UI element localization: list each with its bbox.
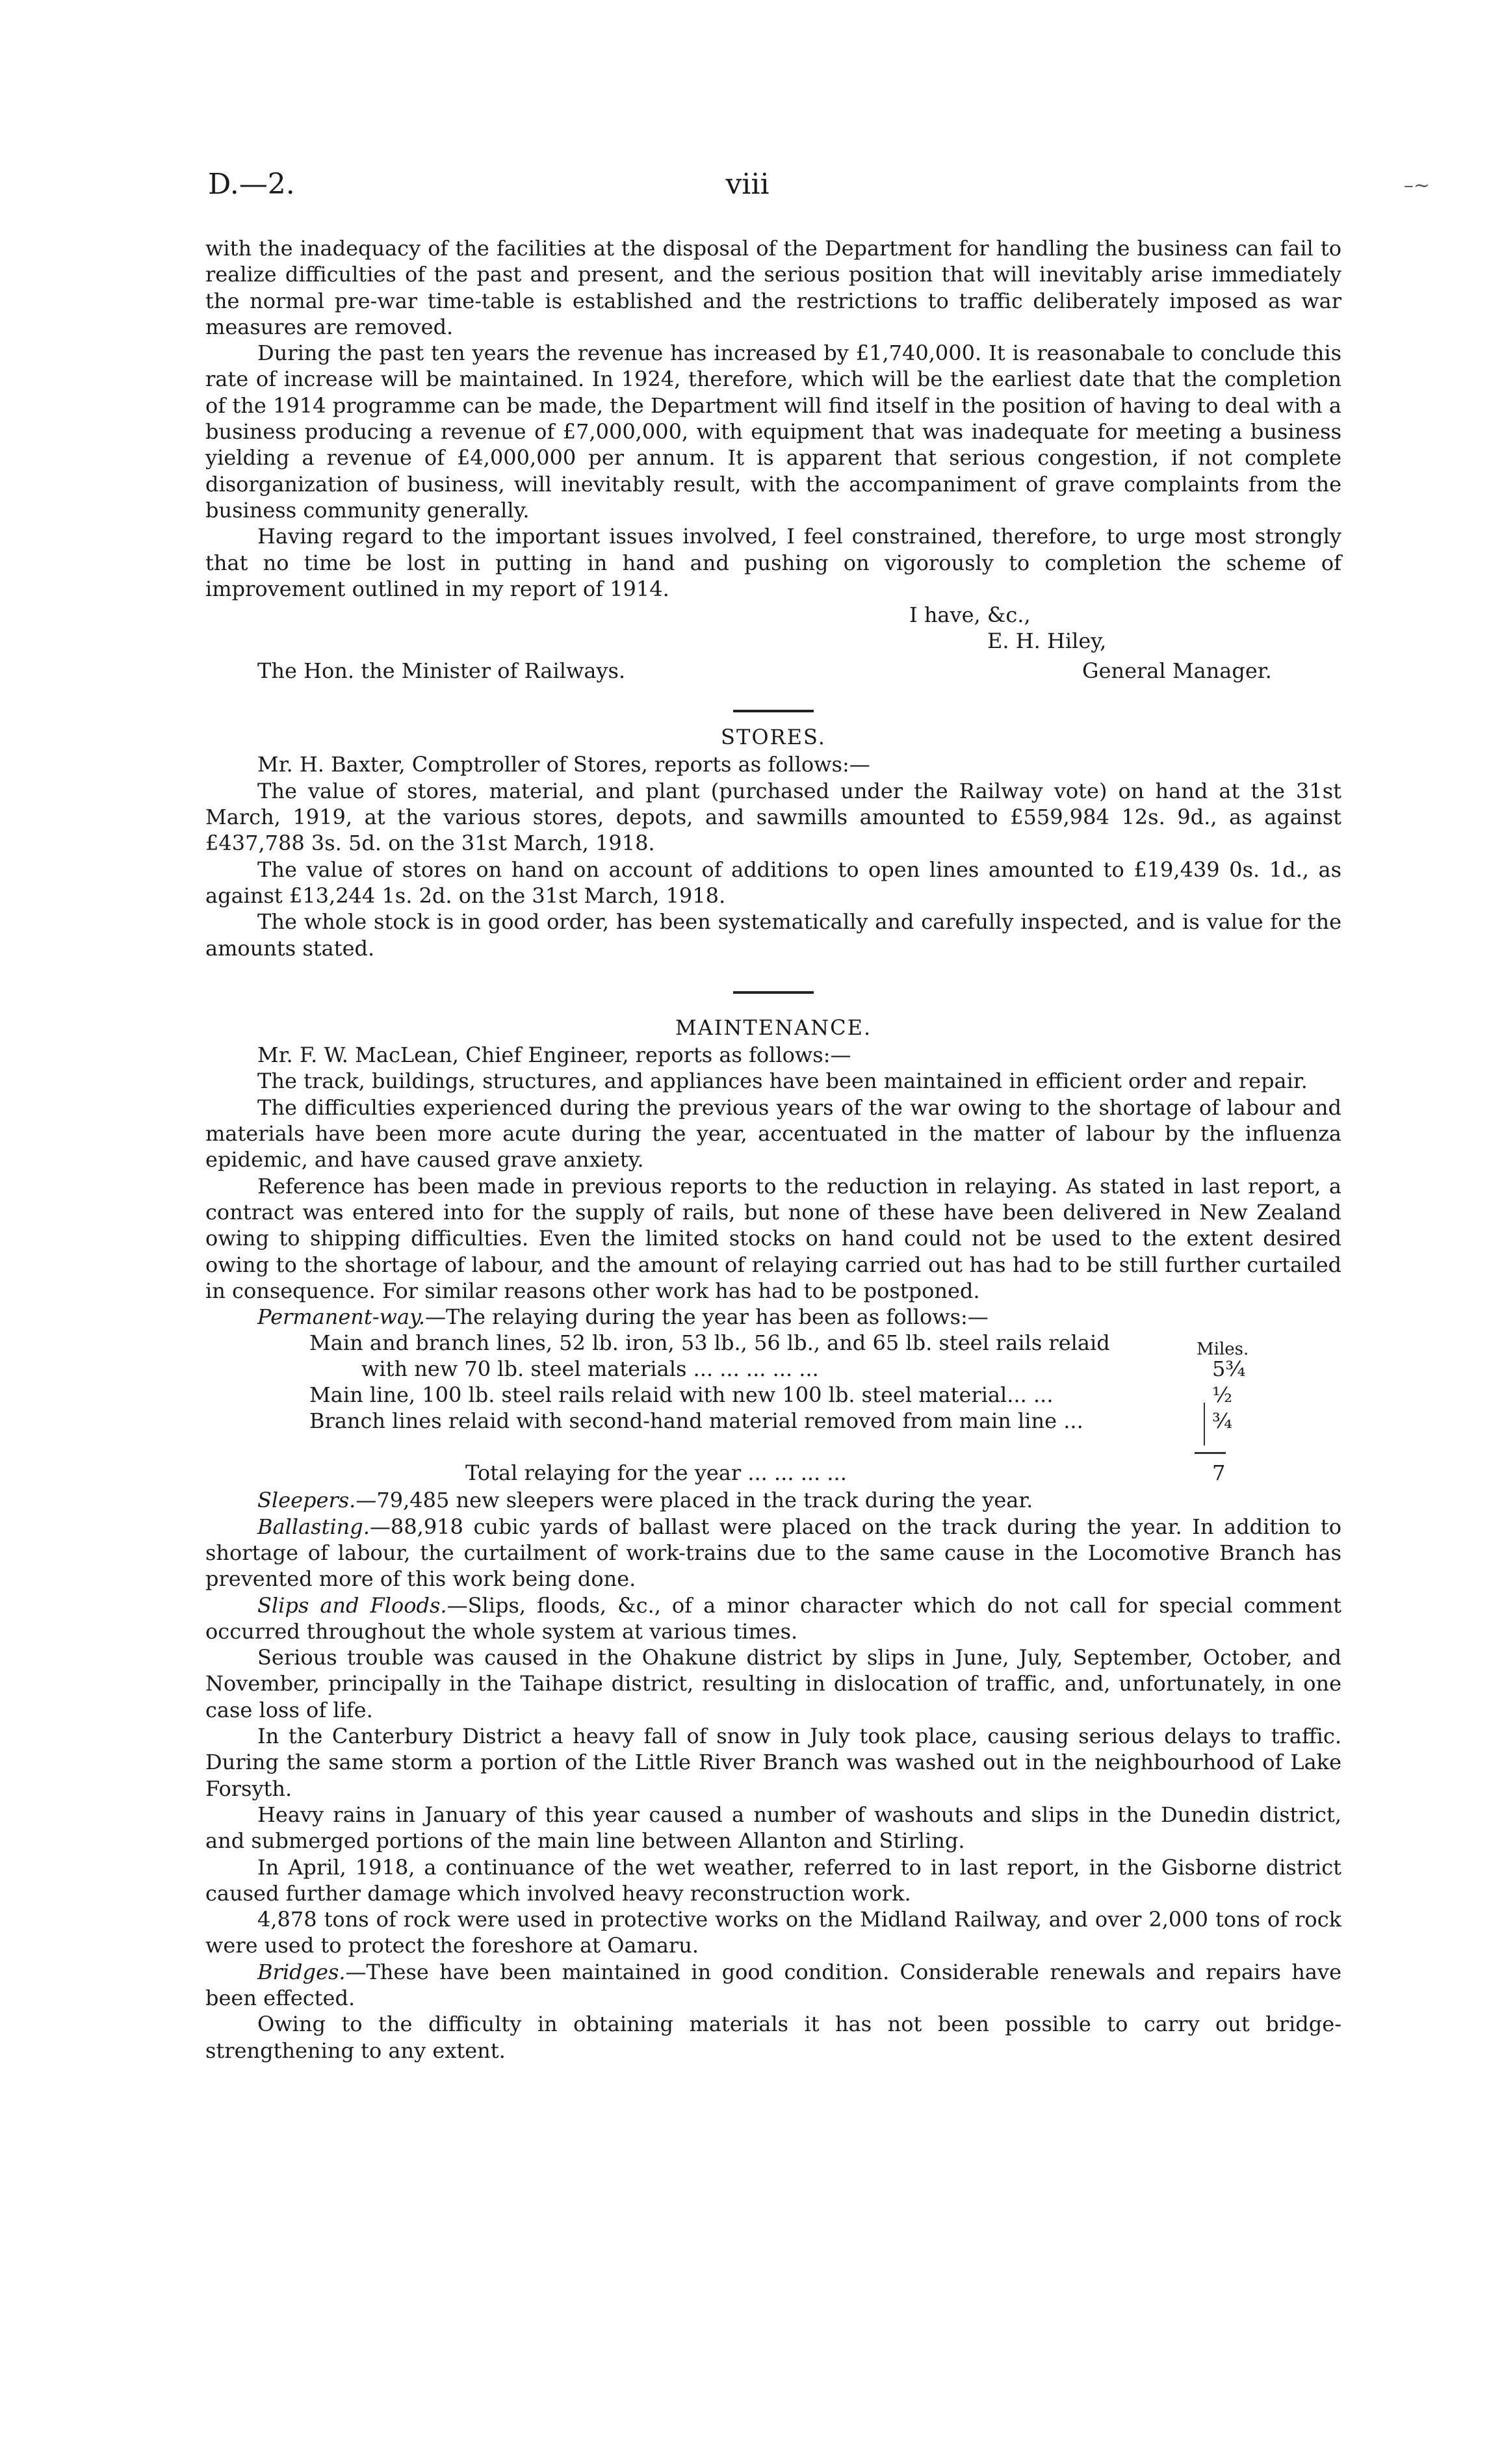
- maintenance-paragraph: The difficulties experienced during the previous years of the war owing to the shortage of labour and materials have been more acute during the year, accentuated in the matter of labour by the influenza epidemic, and have caused grave anxiety.: [205, 1095, 1341, 1173]
- letter-paragraph: Having regard to the important issues involved, I feel constrained, therefore, to urge most strongly that no time be lost in putting in hand and pushing on vigorously to completion the scheme of improvement outlined in my report of 1914.: [205, 524, 1341, 601]
- slips-paragraph: [205, 1592, 1341, 1645]
- signature-block: [205, 602, 1341, 698]
- closing: I have, &c.,: [909, 603, 1031, 628]
- table-row-label: with new 70 lb. steel materials ... ... ... ... ...: [361, 1356, 819, 1382]
- stores-paragraph: The whole stock is in good order, has been systematically and carefully inspected, and is value for the amounts stated.: [205, 909, 1341, 961]
- table-total-label: Total relaying for the year ... ... ... ...: [465, 1460, 847, 1486]
- bridges-paragraph: [205, 1959, 1341, 2012]
- maintenance-paragraph: In the Canterbury District a heavy fall of snow in July took place, causing serious delays to traffic. During the same storm a portion of the Little River Branch was washed out in the neighbourhood of Lake Forsyth.: [205, 1724, 1341, 1801]
- report-intro: Mr. F. W. MacLean, Chief Engineer, reports as follows:—: [257, 1043, 851, 1068]
- table-row-value: 5¾: [1212, 1356, 1246, 1382]
- letter-paragraph: During the past ten years the revenue has increased by £1,740,000. It is reasonabale to conclude this rate of increase will be maintained. In 1924, therefore, which will be the earliest date that the completion of the 1914 programme can be made, the Department will find itself in the position of having to deal with a business producing a revenue of £7,000,000, with equipment that was inadequate for meeting a business yielding a revenue of £4,000,000 per annum. It is apparent that serious congestion, if not complete disorganization of business, will inevitably result, with the accompaniment of grave complaints from the business community generally.: [205, 341, 1341, 523]
- page-body: [205, 235, 1341, 2064]
- maintenance-paragraph: In April, 1918, a continuance of the wet weather, referred to in last report, in the Gisborne district caused further damage which involved heavy reconstruction work.: [205, 1854, 1341, 1906]
- sleepers-label: Sleepers.: [257, 1488, 356, 1513]
- table-row-label: Main and branch lines, 52 lb. iron, 53 lb., 56 lb., and 65 lb. steel rails relaid: [309, 1330, 1110, 1356]
- maintenance-paragraph: 4,878 tons of rock were used in protective works on the Midland Railway, and over 2,000 tons of rock were used to protect the foreshore at Oamaru.: [205, 1907, 1341, 1958]
- permanent-way-label: Permanent-way.: [257, 1304, 426, 1330]
- bridges-text: —These have been maintained in good condition. Considerable renewals and repairs have been effected.: [205, 1959, 1341, 2011]
- ballasting-paragraph: [205, 1514, 1341, 1592]
- page-number: viii: [725, 168, 770, 201]
- table-row-label: Branch lines relaid with second-hand material removed from main line ...: [309, 1408, 1083, 1434]
- section-divider: [733, 991, 814, 994]
- page-header: [208, 168, 1430, 213]
- sleepers-paragraph: [205, 1487, 1341, 1513]
- table-total-value: 7: [1212, 1460, 1226, 1486]
- maintenance-paragraph: Heavy rains in January of this year caused a number of washouts and slips in the Dunedin district, and submerged portions of the main line between Allanton and Stirling.: [205, 1802, 1341, 1854]
- report-intro: Mr. H. Baxter, Comptroller of Stores, reports as follows:—: [257, 752, 870, 777]
- section-divider: [733, 710, 814, 712]
- maintenance-paragraph: The track, buildings, structures, and appliances have been maintained in efficient order and repair.: [257, 1069, 1308, 1094]
- stores-paragraph: The value of stores on hand on account of additions to open lines amounted to £19,439 0s. 1d., as against £13,244 1s. 2d. on the 31st March, 1918.: [205, 857, 1341, 908]
- table-row-value: ½: [1212, 1382, 1233, 1408]
- table-total-rule: [1195, 1452, 1226, 1454]
- ballasting-label: Ballasting.: [257, 1514, 370, 1539]
- table-vertical-rule: [1204, 1403, 1205, 1446]
- stores-paragraph: The value of stores, material, and plant (purchased under the Railway vote) on hand at the 31st March, 1919, at the various stores, depots, and sawmills amounted to £559,984 12s. 9d., as against £437,788 3s. 5d. on the 31st March, 1918.: [205, 778, 1341, 856]
- table-row-label: Main line, 100 lb. steel rails relaid with new 100 lb. steel material... ...: [309, 1382, 1054, 1408]
- permanent-way-text: —The relaying during the year has been as follows:—: [425, 1304, 989, 1330]
- table-row-value: ¾: [1212, 1408, 1233, 1434]
- signatory-title: General Manager.: [1082, 658, 1272, 684]
- maintenance-paragraph: Serious trouble was caused in the Ohakune district by slips in June, July, September, October, and November, principally in the Taihape district, resulting in dislocation of traffic, and, unfortunately, in one case loss of life.: [205, 1645, 1341, 1722]
- relaying-table: [205, 1330, 1341, 1487]
- maintenance-paragraph: Reference has been made in previous reports to the reduction in relaying. As stated in last report, a contract was entered into for the supply of rails, but none of these have been delivered in New Zealand owing to shipping difficulties. Even the limited stocks on hand could not be used to the extent desired owing to the shortage of labour, and the amount of relaying carried out has had to be still further curtailed in consequence. For similar reasons other work has had to be postponed.: [205, 1173, 1341, 1303]
- section-heading-maintenance: MAINTENANCE.: [675, 1015, 872, 1040]
- addressee: The Hon. the Minister of Railways.: [257, 658, 626, 684]
- letter-paragraph: with the inadequacy of the facilities at the disposal of the Department for handling the business can fail to realize difficulties of the past and present, and the serious position that will inevitably arise immediately the normal pre-war time-table is established and the restrictions to traffic deliberately imposed as war measures are removed.: [205, 236, 1341, 339]
- slips-text: —Slips, floods, &c., of a minor character which do not call for special comment occurred throughout the whole system at various times.: [205, 1592, 1342, 1644]
- maintenance-paragraph: Owing to the difficulty in obtaining materials it has not been possible to carry out bridge-strengthening to any extent.: [205, 2012, 1341, 2063]
- slips-label: Slips and Floods.: [257, 1592, 447, 1618]
- sleepers-text: —79,485 new sleepers were placed in the track during the year.: [356, 1488, 1033, 1513]
- permanent-way-paragraph: [205, 1304, 1341, 1330]
- unit-label: Miles.: [1197, 1340, 1249, 1360]
- section-heading-stores: STORES.: [721, 725, 826, 750]
- ballasting-text: —88,918 cubic yards of ballast were placed on the track during the year. In addition to shortage of labour, the curtailment of work-trains due to the same cause in the Locomotive Branch has prevented more of this work being done.: [205, 1514, 1341, 1592]
- bridges-label: Bridges.: [257, 1959, 346, 1984]
- signatory-name: E. H. Hiley,: [987, 629, 1107, 654]
- document-reference: D.—2.: [208, 168, 295, 201]
- corner-mark: –~: [1403, 174, 1430, 197]
